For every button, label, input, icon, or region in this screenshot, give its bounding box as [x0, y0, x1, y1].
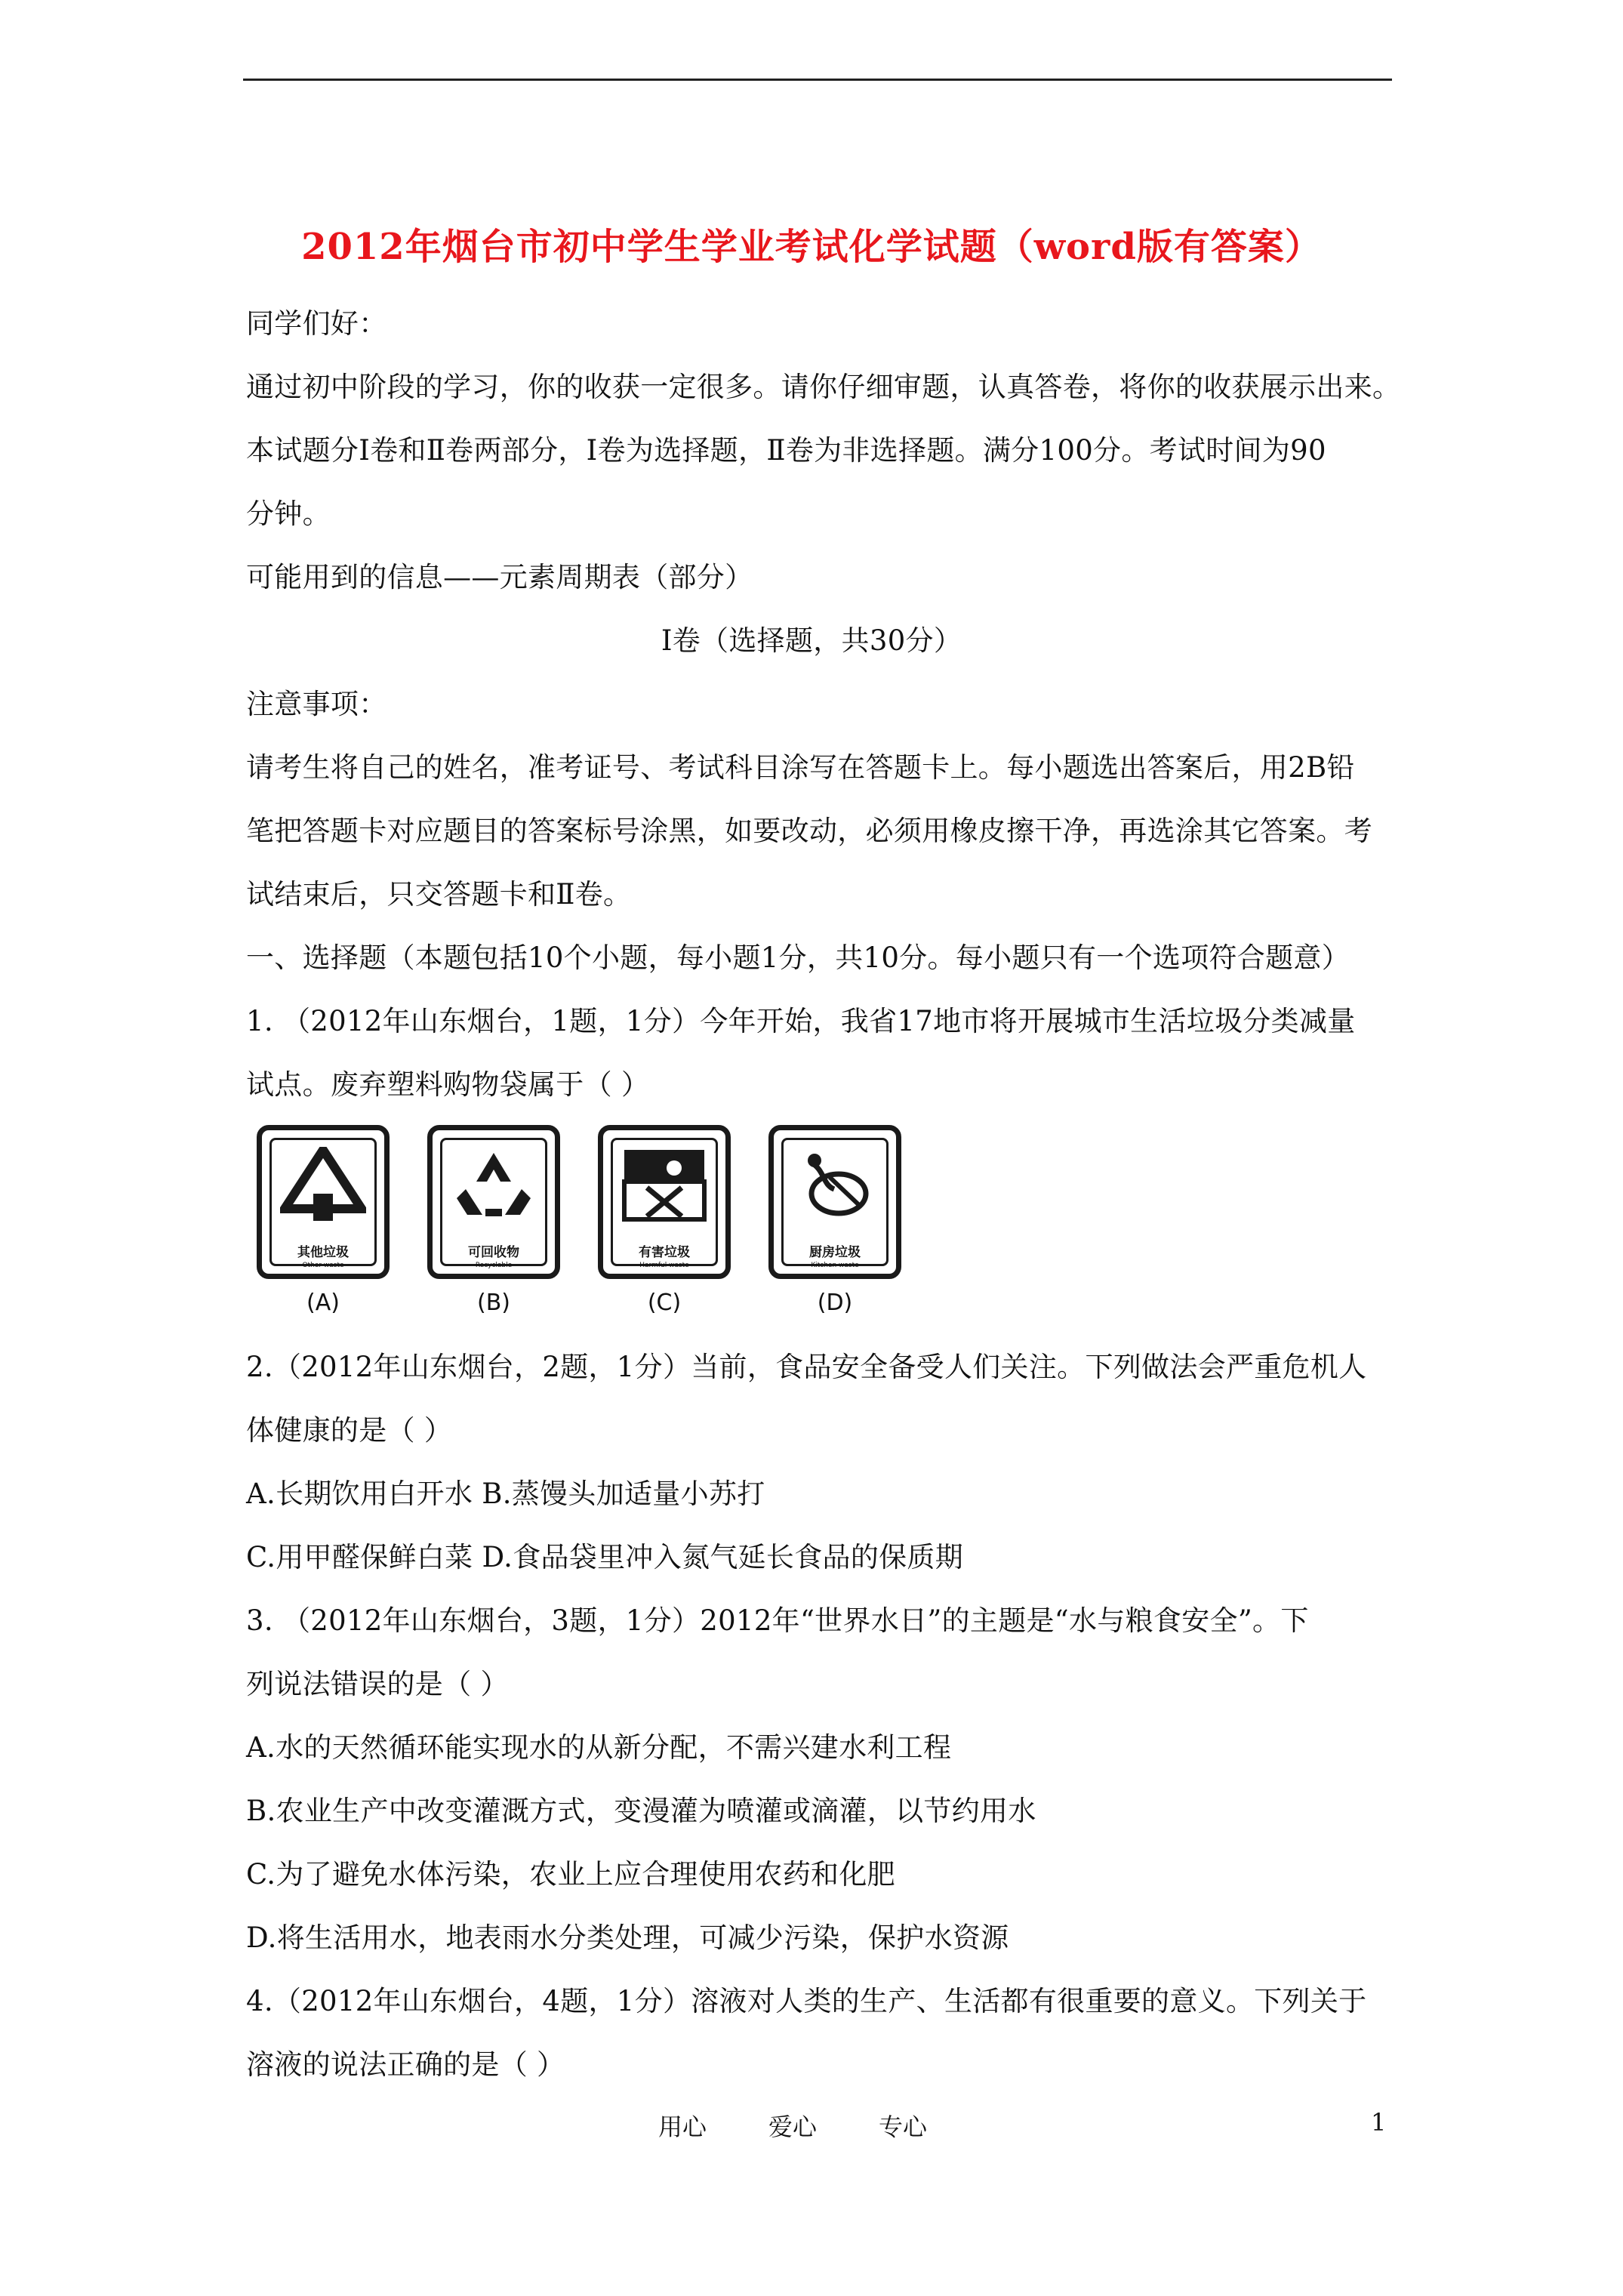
page-number: 1 — [1371, 2108, 1387, 2137]
recycle-icon — [451, 1147, 537, 1222]
q1-line-1: 1. （2012年山东烟台，1题，1分）今年开始，我省17地市将开展城市生活垃圾分类减量 — [246, 1005, 1356, 1037]
q3-option-a: A.水的天然循环能实现水的从新分配，不需兴建水利工程 — [246, 1731, 952, 1764]
q2-line-2: 体健康的是（ ） — [246, 1414, 453, 1447]
q3-option-b: B.农业生产中改变灌溉方式，变漫灌为喷灌或滴灌，以节约用水 — [246, 1795, 1036, 1827]
option-label-d: (D) — [817, 1290, 853, 1316]
sign-subcaption: Recyclable — [475, 1262, 513, 1269]
option-label-b: (B) — [477, 1290, 510, 1316]
footer-word-2: 爱心 — [768, 2113, 818, 2141]
q3-line-1: 3. （2012年山东烟台，3题，1分）2012年“世界水日”的主题是“水与粮食安全”。下 — [246, 1604, 1309, 1637]
sign-kitchen-waste — [768, 1125, 901, 1279]
q4-line-2: 溶液的说法正确的是（ ） — [246, 2048, 565, 2081]
sign-caption: 其他垃圾 — [297, 1245, 349, 1260]
sign-recyclable — [427, 1125, 560, 1279]
sign-other-waste — [257, 1125, 390, 1279]
waste-sign-options — [246, 1125, 933, 1321]
section-header: Ⅰ卷（选择题，共30分） — [661, 624, 962, 657]
intro-paragraph-2a: 本试题分Ⅰ卷和Ⅱ卷两部分，Ⅰ卷为选择题，Ⅱ卷为非选择题。满分100分。考试时间为90 — [246, 434, 1326, 467]
kitchen-icon — [792, 1147, 878, 1222]
part1-heading: 一、选择题（本题包括10个小题，每小题1分，共10分。每小题只有一个选项符合题意） — [246, 942, 1350, 974]
q2-options-ab: A.长期饮用白开水 B.蒸馒头加适量小苏打 — [246, 1478, 765, 1510]
intro-paragraph-1: 通过初中阶段的学习，你的收获一定很多。请你仔细审题，认真答卷，将你的收获展示出来。 — [246, 371, 1401, 403]
option-label-c: (C) — [647, 1290, 682, 1316]
q4-line-1: 4.（2012年山东烟台，4题，1分）溶液对人类的生产、生活都有很重要的意义。下列关于 — [246, 1985, 1367, 2017]
periodic-table-note: 可能用到的信息——元素周期表（部分） — [246, 561, 753, 593]
sign-caption: 可回收物 — [468, 1245, 519, 1260]
hazard-icon — [621, 1147, 707, 1222]
footer-word-1: 用心 — [658, 2113, 707, 2141]
footer-word-3: 专心 — [879, 2113, 928, 2141]
triangle-icon — [280, 1147, 366, 1222]
sign-caption: 厨房垃圾 — [809, 1245, 861, 1260]
sign-subcaption: Harmful waste — [639, 1262, 689, 1269]
option-label-a: (A) — [306, 1290, 340, 1316]
sign-subcaption: Kitchen waste — [811, 1262, 859, 1269]
q3-option-c: C.为了避免水体污染，农业上应合理使用农药和化肥 — [246, 1858, 895, 1891]
sign-subcaption: Other waste — [302, 1262, 344, 1269]
q1-line-2: 试点。废弃塑料购物袋属于（ ） — [246, 1068, 650, 1101]
sign-harmful-waste — [598, 1125, 731, 1279]
header-rule — [243, 79, 1392, 81]
notice-line-1: 请考生将自己的姓名，准考证号、考试科目涂写在答题卡上。每小题选出答案后，用2B铅 — [246, 751, 1355, 784]
notice-heading: 注意事项： — [246, 688, 387, 720]
sign-caption: 有害垃圾 — [639, 1245, 690, 1260]
page-title: 2012年烟台市初中学生学业考试化学试题（word版有答案） — [301, 226, 1322, 268]
q2-line-1: 2.（2012年山东烟台，2题，1分）当前，食品安全备受人们关注。下列做法会严重危机人 — [246, 1351, 1367, 1383]
q3-option-d: D.将生活用水，地表雨水分类处理，可减少污染，保护水资源 — [246, 1922, 1009, 1954]
greeting: 同学们好： — [246, 307, 387, 340]
q2-options-cd: C.用甲醛保鲜白菜 D.食品袋里冲入氮气延长食品的保质期 — [246, 1541, 964, 1573]
q3-line-2: 列说法错误的是（ ） — [246, 1668, 509, 1700]
notice-line-3: 试结束后，只交答题卡和Ⅱ卷。 — [246, 878, 632, 911]
intro-paragraph-2b: 分钟。 — [246, 498, 331, 530]
notice-line-2: 笔把答题卡对应题目的答案标号涂黑，如要改动，必须用橡皮擦干净，再选涂其它答案。考 — [246, 815, 1372, 847]
